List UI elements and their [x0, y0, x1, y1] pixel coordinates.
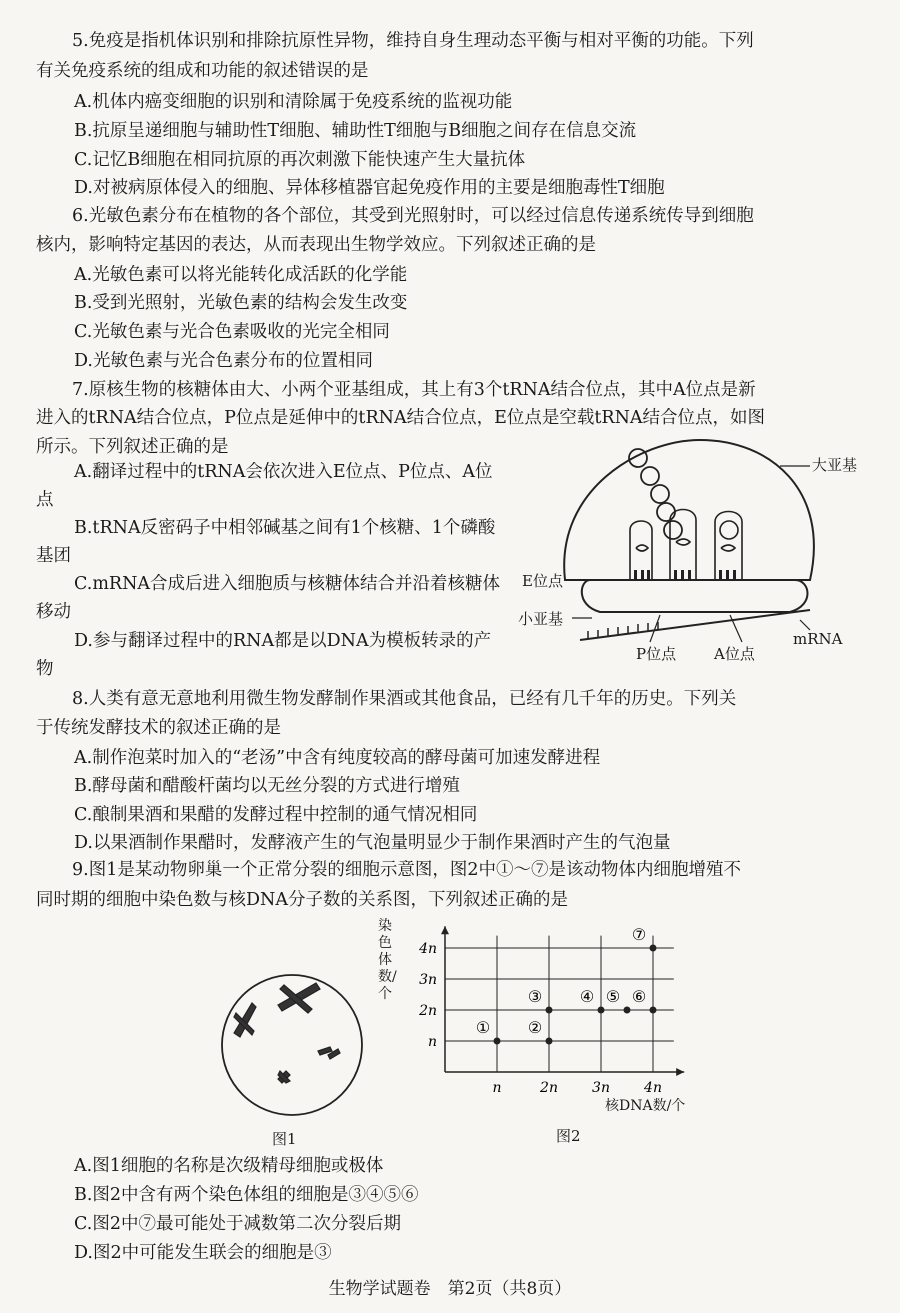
q6-option-a: A.光敏色素可以将光能转化成活跃的化学能	[74, 265, 408, 285]
data-point-label: ④	[579, 987, 595, 1006]
q6-option-c: C.光敏色素与光合色素吸收的光完全相同	[74, 322, 390, 342]
data-point	[624, 1007, 631, 1014]
q9-stem-line2: 同时期的细胞中染色数与核DNA分子数的关系图，下列叙述正确的是	[36, 890, 568, 910]
y-tick-label: 4n	[419, 941, 437, 957]
chart-x-axis-label: 核DNA数/个	[605, 1098, 686, 1114]
q8-stem-line1: 8.人类有意无意地利用微生物发酵制作果酒或其他食品，已经有几千年的历史。下列关	[72, 689, 737, 709]
y-axis-arrow	[441, 926, 449, 934]
data-point	[598, 1007, 605, 1014]
q8-option-a: A.制作泡菜时加入的“老汤”中含有纯度较高的酵母菌可加速发酵进程	[74, 748, 601, 768]
q5-stem-line2: 有关免疫系统的组成和功能的叙述错误的是	[36, 61, 369, 81]
q8-option-c: C.酿制果酒和果醋的发酵过程中控制的通气情况相同	[74, 805, 478, 825]
q5-option-c: C.记忆B细胞在相同抗原的再次刺激下能快速产生大量抗体	[74, 150, 526, 170]
q8-option-b: B.酵母菌和醋酸杆菌均以无丝分裂的方式进行增殖	[74, 776, 460, 796]
mrna-label: mRNA	[793, 630, 843, 648]
q9-option-b: B.图2中含有两个染色体组的细胞是③④⑤⑥	[74, 1185, 419, 1205]
y-tick-label: n	[427, 1034, 437, 1050]
q6-option-d: D.光敏色素与光合色素分布的位置相同	[74, 351, 373, 371]
q7-stem-line3: 所示。下列叙述正确的是	[36, 437, 229, 457]
x-tick-label: 3n	[592, 1080, 610, 1096]
x-tick-label: n	[492, 1080, 502, 1096]
q5-option-d: D.对被病原体侵入的细胞、异体移植器官起免疫作用的主要是细胞毒性T细胞	[74, 178, 665, 198]
x-axis-arrow	[676, 1068, 684, 1076]
q7-option-a: A.翻译过程中的tRNA会依次进入E位点、P位点、A位点	[36, 462, 493, 510]
q9-option-a: A.图1细胞的名称是次级精母细胞或极体	[74, 1156, 384, 1176]
q8-stem-line2: 于传统发酵技术的叙述正确的是	[36, 718, 281, 738]
q5-option-b: B.抗原呈递细胞与辅助性T细胞、辅助性T细胞与B细胞之间存在信息交流	[74, 121, 637, 141]
y-tick-label: 3n	[419, 972, 437, 988]
data-point	[546, 1007, 553, 1014]
data-point-label: ②	[527, 1018, 543, 1037]
data-point-label: ⑤	[605, 987, 621, 1006]
data-point-label: ⑦	[631, 925, 647, 944]
q8-option-d: D.以果酒制作果醋时，发酵液产生的气泡量明显少于制作果酒时产生的气泡量	[74, 833, 671, 853]
data-point-label: ①	[475, 1018, 491, 1037]
data-point-label: ③	[527, 987, 543, 1006]
q7-option-b: B.tRNA反密码子中相邻碱基之间有1个核糖、1个磷酸基团	[36, 518, 496, 566]
q5-stem-line1: 5.免疫是指机体识别和排除抗原性异物，维持自身生理动态平衡与相对平衡的功能。下列	[72, 31, 754, 51]
page-footer: 生物学试题卷 第2页（共8页）	[328, 1279, 572, 1299]
data-point-label: ⑥	[631, 987, 647, 1006]
chart-points	[476, 925, 657, 1045]
e-site-label: E位点	[522, 572, 563, 590]
q9-stem-line1: 9.图1是某动物卵巢一个正常分裂的细胞示意图，图2中①～⑦是该动物体内细胞增殖不	[72, 860, 741, 880]
fig1-caption: 图1	[272, 1130, 297, 1148]
p-site-label: P位点	[636, 645, 677, 663]
chromosome-dna-chart	[395, 912, 725, 1122]
q9-option-c: C.图2中⑦最可能处于减数第二次分裂后期	[74, 1214, 401, 1234]
fig2-caption: 图2	[556, 1127, 581, 1145]
data-point	[650, 945, 657, 952]
data-point	[494, 1038, 501, 1045]
x-tick-label: 2n	[540, 1080, 558, 1096]
q6-stem-line1: 6.光敏色素分布在植物的各个部位，其受到光照射时，可以经过信息传递系统传导到细胞	[72, 206, 754, 226]
cell-figure	[212, 965, 372, 1125]
a-site-label: A位点	[714, 645, 755, 663]
y-tick-label: 2n	[419, 1003, 437, 1019]
data-point	[546, 1038, 553, 1045]
q7-option-d: D.参与翻译过程中的RNA都是以DNA为模板转录的产物	[36, 631, 492, 679]
data-point	[650, 1007, 657, 1014]
chart-y-axis-label: 染色体数/个	[378, 918, 397, 1002]
q5-option-a: A.机体内癌变细胞的识别和清除属于免疫系统的监视功能	[74, 92, 513, 112]
q6-option-b: B.受到光照射，光敏色素的结构会发生改变	[74, 293, 408, 313]
q9-option-d: D.图2中可能发生联会的细胞是③	[74, 1243, 332, 1263]
q6-stem-line2: 核内，影响特定基因的表达，从而表现出生物学效应。下列叙述正确的是	[36, 235, 596, 255]
q7-stem-line2: 进入的tRNA结合位点，P位点是延伸中的tRNA结合位点，E位点是空载tRNA结合位点，如图	[36, 408, 766, 428]
chart-axes	[441, 926, 684, 1076]
q7-stem-line1: 7.原核生物的核糖体由大、小两个亚基组成，其上有3个tRNA结合位点，其中A位点是新	[72, 380, 756, 400]
q7-option-c: C.mRNA合成后进入细胞质与核糖体结合并沿着核糖体移动	[36, 574, 501, 622]
x-tick-label: 4n	[644, 1080, 662, 1096]
small-subunit-label: 小亚基	[518, 610, 564, 628]
large-subunit-label: 大亚基	[812, 456, 858, 474]
